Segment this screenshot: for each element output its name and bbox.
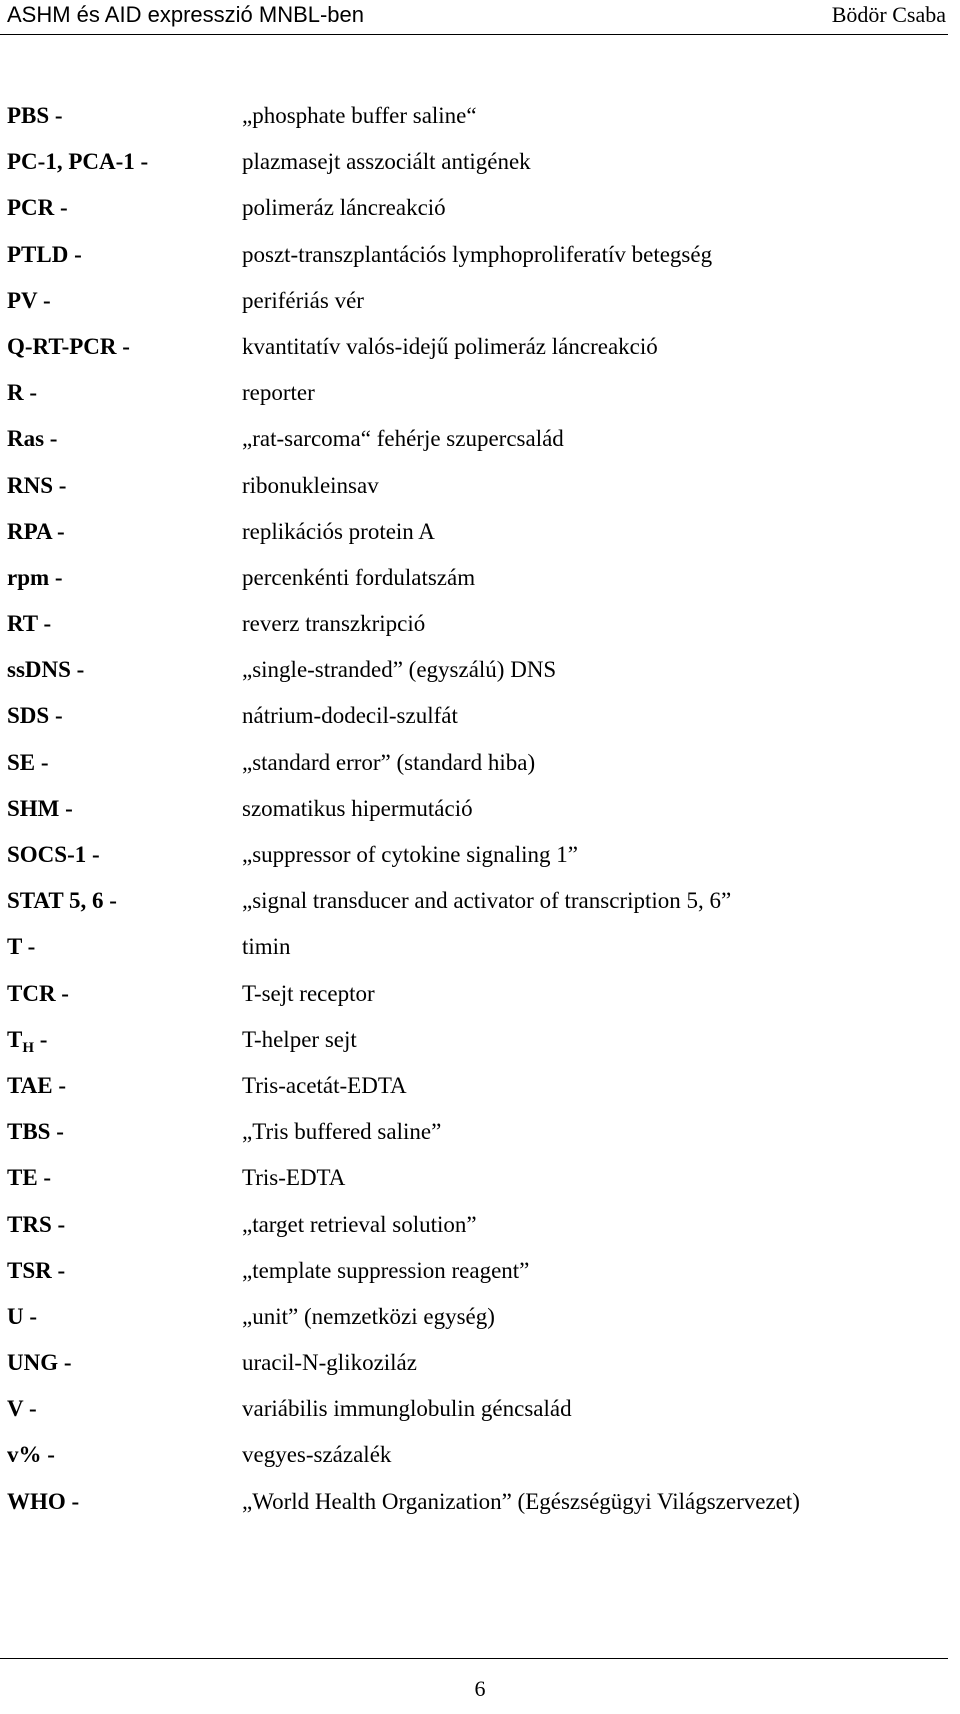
abbreviation-row [0, 1349, 960, 1395]
abbreviation-definition: „standard error” (standard hiba) [242, 749, 536, 775]
abbreviation-term-text: RPA - [7, 518, 65, 544]
abbreviation-term-text: UNG - [7, 1350, 72, 1376]
abbreviation-row [0, 564, 960, 610]
abbreviation-row [0, 656, 960, 702]
abbreviation-row [0, 1395, 960, 1441]
abbreviation-row [0, 1118, 960, 1164]
abbreviation-term-text: PC-1, PCA-1 - [7, 149, 149, 175]
abbreviation-term [7, 656, 84, 684]
abbreviation-definition: „template suppression reagent” [242, 1257, 530, 1283]
abbreviation-term [7, 472, 66, 500]
abbreviation-row [0, 333, 960, 379]
abbreviation-term [7, 1303, 37, 1331]
abbreviation-term [7, 1257, 65, 1285]
abbreviation-row [0, 610, 960, 656]
abbreviation-term [7, 102, 63, 130]
abbreviation-term [7, 1118, 64, 1146]
abbreviation-term [7, 518, 65, 546]
abbreviation-row [0, 102, 960, 148]
abbreviation-definition: kvantitatív valós-idejű polimeráz láncreakció [242, 333, 658, 359]
abbreviation-row [0, 841, 960, 887]
abbreviation-definition: plazmasejt asszociált antigének [242, 149, 531, 175]
page-header [0, 0, 960, 38]
abbreviation-definition: nátrium-dodecil-szulfát [242, 703, 458, 729]
abbreviation-term [7, 702, 63, 730]
abbreviation-row [0, 425, 960, 471]
abbreviation-row [0, 1488, 960, 1534]
abbreviation-row [0, 795, 960, 841]
abbreviation-definition: T-sejt receptor [242, 980, 375, 1006]
abbreviation-term-text: PCR - [7, 195, 68, 221]
abbreviation-term-text: v% - [7, 1442, 55, 1468]
abbreviation-term-text: SHM - [7, 795, 73, 821]
abbreviation-row [0, 749, 960, 795]
abbreviation-definition: uracil-N-glikoziláz [242, 1350, 417, 1376]
abbreviation-definition: Tris-EDTA [242, 1165, 346, 1191]
abbreviation-row [0, 1441, 960, 1487]
abbreviation-list [0, 102, 960, 1534]
abbreviation-definition: variábilis immunglobulin géncsalád [242, 1396, 572, 1422]
abbreviation-term-text: T [7, 1026, 23, 1052]
abbreviation-term-text: PBS - [7, 103, 63, 128]
abbreviation-term-text: TCR - [7, 980, 69, 1006]
abbreviation-definition: T-helper sejt [242, 1026, 357, 1052]
abbreviation-term-text: R - [7, 380, 38, 406]
abbreviation-term-text: TRS - [7, 1211, 66, 1237]
abbreviation-row [0, 518, 960, 564]
abbreviation-term-text: STAT 5, 6 - [7, 888, 117, 914]
abbreviation-definition: polimeráz láncreakció [242, 195, 446, 221]
header-divider [0, 34, 948, 35]
abbreviation-term-text: SE - [7, 749, 49, 775]
abbreviation-row [0, 472, 960, 518]
abbreviation-definition: „rat-sarcoma“ fehérje szupercsalád [242, 426, 564, 452]
abbreviation-term [7, 241, 82, 269]
abbreviation-term-text: PTLD - [7, 241, 82, 267]
footer-divider [0, 1658, 948, 1659]
abbreviation-term-text: WHO - [7, 1488, 80, 1514]
abbreviation-term [7, 1349, 72, 1377]
abbreviation-definition: szomatikus hipermutáció [242, 795, 473, 821]
abbreviation-term-text: TAE - [7, 1072, 66, 1098]
abbreviation-term [7, 333, 130, 361]
abbreviation-term-text: PV - [7, 287, 51, 313]
abbreviation-term-text: TBS - [7, 1119, 64, 1145]
abbreviation-term [7, 1395, 37, 1423]
abbreviation-definition: „signal transducer and activator of transcription 5, 6” [242, 888, 732, 914]
abbreviation-definition: „suppressor of cytokine signaling 1” [242, 842, 578, 867]
abbreviation-row [0, 1026, 960, 1072]
abbreviation-definition: „target retrieval solution” [242, 1211, 477, 1237]
abbreviation-term [7, 749, 49, 777]
abbreviation-term [7, 980, 69, 1008]
page-number: 6 [474, 1676, 486, 1701]
abbreviation-term-text: TE - [7, 1165, 52, 1191]
abbreviation-row [0, 1303, 960, 1349]
abbreviation-definition: poszt-transzplantációs lymphoproliferatív betegség [242, 241, 713, 267]
header-author: Bödör Csaba [831, 2, 946, 27]
abbreviation-term [7, 379, 37, 407]
abbreviation-row [0, 1164, 960, 1210]
abbreviation-term [7, 1211, 65, 1239]
abbreviation-definition: „Tris buffered saline” [242, 1119, 442, 1145]
abbreviation-definition: timin [242, 934, 291, 960]
abbreviation-term [7, 1488, 79, 1516]
abbreviation-term-text: Ras - [7, 426, 58, 452]
abbreviation-term-text: TSR - [7, 1257, 66, 1283]
abbreviation-row [0, 1211, 960, 1257]
abbreviation-row [0, 287, 960, 333]
abbreviation-term [7, 841, 100, 869]
abbreviation-definition: reverz transzkripció [242, 611, 426, 637]
abbreviation-definition: replikációs protein A [242, 518, 435, 544]
abbreviation-term [7, 933, 35, 961]
abbreviation-row [0, 933, 960, 979]
abbreviation-definition: „World Health Organization” (Egészségügyi Világszervezet) [242, 1488, 800, 1514]
abbreviation-definition: Tris-acetát-EDTA [242, 1072, 407, 1098]
abbreviation-definition: „single-stranded” (egyszálú) DNS [242, 657, 557, 683]
abbreviation-term [7, 564, 63, 592]
abbreviation-term [7, 1164, 51, 1192]
abbreviation-term [7, 148, 148, 176]
abbreviation-definition: „phosphate buffer saline“ [242, 103, 477, 128]
abbreviation-term [7, 887, 117, 915]
abbreviation-term-text: SDS - [7, 703, 63, 729]
abbreviation-row [0, 1072, 960, 1118]
abbreviation-definition: ribonukleinsav [242, 472, 379, 498]
abbreviation-definition: percenkénti fordulatszám [242, 564, 476, 590]
abbreviation-term-text: U - [7, 1303, 38, 1329]
abbreviation-definition: vegyes-százalék [242, 1442, 392, 1468]
abbreviation-term-text: RT - [7, 611, 52, 637]
abbreviation-term-text: rpm - [7, 564, 63, 590]
abbreviation-term-text: Q-RT-PCR - [7, 333, 130, 359]
abbreviation-definition: reporter [242, 380, 315, 406]
abbreviation-definition: perifériás vér [242, 287, 364, 313]
abbreviation-term [7, 1441, 55, 1469]
abbreviation-term [7, 795, 73, 823]
abbreviation-term [7, 1072, 66, 1100]
abbreviation-row [0, 887, 960, 933]
header-title: ASHM és AID expresszió MNBL-ben [7, 2, 365, 27]
abbreviation-term-subscript: H [22, 1039, 35, 1056]
abbreviation-term-suffix: - [34, 1026, 48, 1052]
abbreviation-term-text: RNS - [7, 472, 67, 498]
abbreviation-row [0, 379, 960, 425]
abbreviation-term [7, 1026, 47, 1054]
abbreviation-row [0, 1257, 960, 1303]
abbreviation-definition: „unit” (nemzetközi egység) [242, 1303, 495, 1329]
abbreviation-term [7, 425, 57, 453]
abbreviation-term [7, 610, 51, 638]
abbreviation-row [0, 241, 960, 287]
abbreviation-row [0, 702, 960, 748]
abbreviation-term-text: SOCS-1 - [7, 842, 100, 867]
abbreviation-row [0, 194, 960, 240]
abbreviation-row [0, 148, 960, 194]
abbreviation-row [0, 980, 960, 1026]
abbreviation-term-text: ssDNS - [7, 657, 85, 683]
abbreviation-term-text: V - [7, 1396, 37, 1422]
abbreviation-term [7, 287, 51, 315]
abbreviation-term [7, 194, 68, 222]
abbreviation-term-text: T - [7, 934, 36, 960]
